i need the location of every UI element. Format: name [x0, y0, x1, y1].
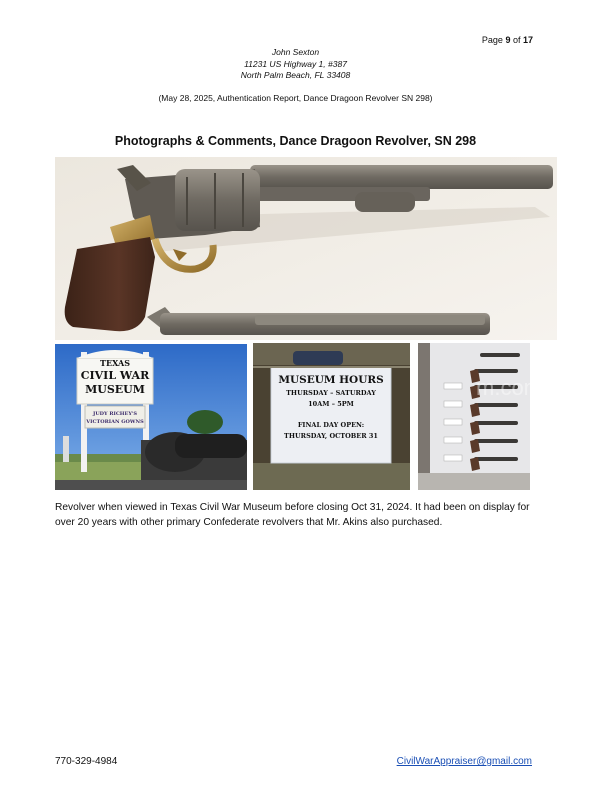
poster-heading: MUSEUM HOURS: [278, 374, 384, 386]
page-number: Page 9 of 17: [481, 35, 533, 45]
sign-line-1: TEXAS: [100, 358, 130, 368]
caption-paragraph: Revolver when viewed in Texas Civil War Museum before closing Oct 31, 2024. It had been on display for over 20 years with other primary Confederate revolvers that Mr. Akins also purchased.: [55, 502, 530, 528]
poster-final-2: THURSDAY, OCTOBER 31: [284, 432, 378, 440]
watermark: m.com: [476, 375, 542, 400]
letterhead: [0, 47, 591, 82]
museum-sign-photo: [55, 344, 247, 490]
poster-time: 10AM – 5PM: [308, 400, 354, 408]
page-title: Photographs & Comments, Dance Dragoon Revolver, SN 298: [114, 134, 477, 148]
sign-small-1: JUDY RICHEY'S: [92, 411, 138, 417]
address-line-2: North Palm Beach, FL 33408: [240, 70, 351, 80]
report-reference: (May 28, 2025, Authentication Report, Dance Dragoon Revolver SN 298): [158, 93, 433, 103]
sign-line-3: MUSEUM: [85, 383, 145, 396]
address-line-1: 11231 US Highway 1, #387: [244, 58, 347, 69]
revolver-photo: [55, 157, 557, 340]
sign-line-2: CIVIL WAR: [80, 369, 150, 382]
museum-hours-photo: [253, 343, 410, 490]
poster-days: THURSDAY – SATURDAY: [286, 389, 376, 397]
poster-final-1: FINAL DAY OPEN:: [297, 421, 365, 429]
revolver-display-photo: [418, 343, 542, 490]
sign-small-2: VICTORIAN GOWNS: [86, 419, 144, 425]
footer-email-link[interactable]: CivilWarAppraiser@gmail.com: [396, 756, 532, 767]
author-name: John Sexton: [271, 47, 320, 57]
footer-phone: 770-329-4984: [55, 756, 118, 767]
